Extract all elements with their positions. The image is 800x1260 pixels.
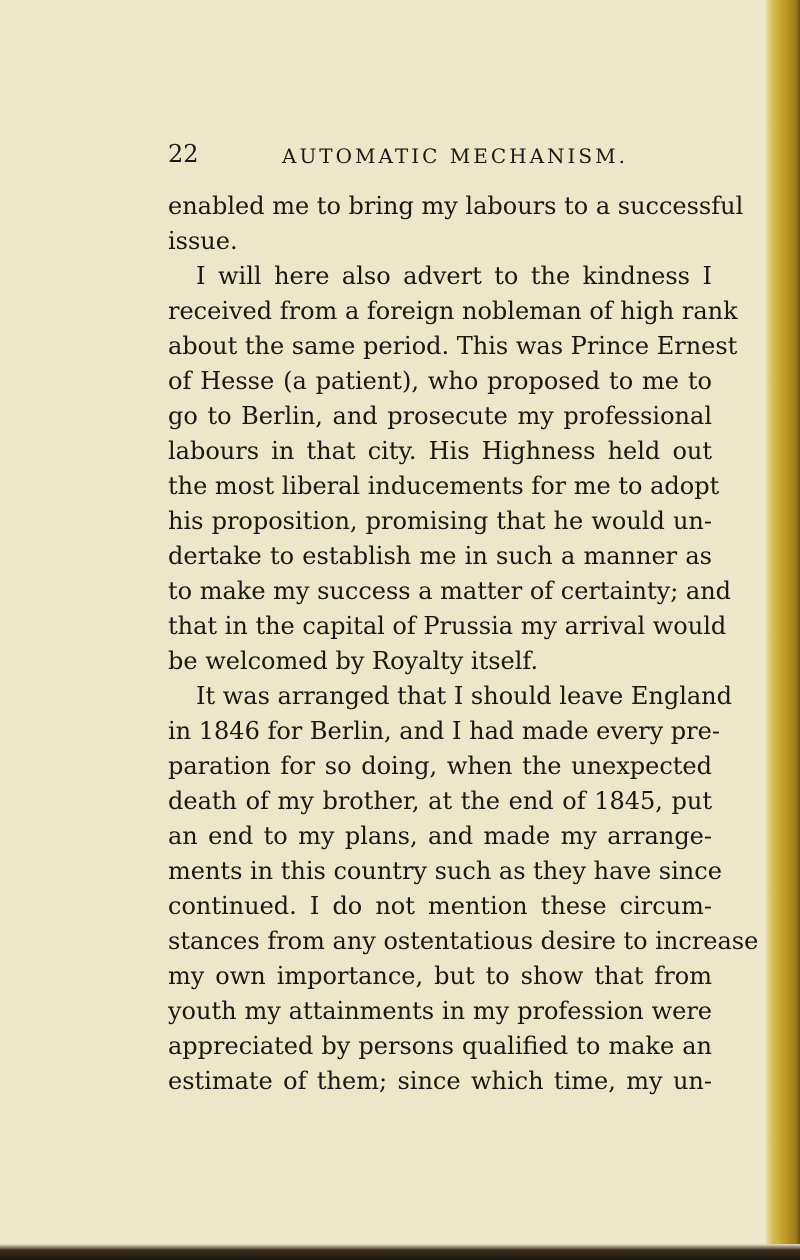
text-line: an end to my plans, and made my arrange- [168,822,712,850]
text-line: in 1846 for Berlin, and I had made every pre- [168,717,720,745]
text-line: continued. I do not mention these circum- [168,892,712,920]
text-line: labours in that city. His Highness held out [168,437,712,465]
text-line: go to Berlin, and prosecute my professional [168,402,712,430]
body-text [168,189,759,1099]
text-line: be welcomed by Royalty itself. [168,647,539,675]
text-line: death of my brother, at the end of 1845, put [168,787,712,815]
text-line: about the same period. This was Prince Ernest [168,332,738,360]
text-line: enabled me to bring my labours to a successful [168,192,744,220]
text-line: that in the capital of Prussia my arrival would [168,612,727,640]
text-line: my own importance, but to show that from [168,962,712,990]
text-line: paration for so doing, when the unexpected [168,752,712,780]
text-line: his proposition, promising that he would un- [168,507,712,535]
text-line: I will here also advert to the kindness I [196,262,712,290]
text-line: youth my attainments in my profession were [168,997,712,1025]
text-line: issue. [168,227,238,255]
text-line: ments in this country such as they have since [168,857,722,885]
text-line: appreciated by persons qualified to make an [168,1032,712,1060]
text-line: of Hesse (a patient), who proposed to me to [168,367,712,395]
gilt-fore-edge [766,0,800,1260]
text-line: It was arranged that I should leave England [196,682,732,710]
page-header [168,140,708,180]
running-head: AUTOMATIC MECHANISM. [282,144,628,168]
text-line: the most liberal inducements for me to adopt [168,472,720,500]
text-line: estimate of them; since which time, my un- [168,1067,712,1095]
text-line: dertake to establish me in such a manner as [168,542,712,570]
text-line: received from a foreign nobleman of high rank [168,297,738,325]
text-line: stances from any ostentatious desire to increase [168,927,759,955]
bottom-page-edge [0,1244,800,1260]
page-number: 22 [168,140,199,168]
text-line: to make my success a matter of certainty; and [168,577,732,605]
